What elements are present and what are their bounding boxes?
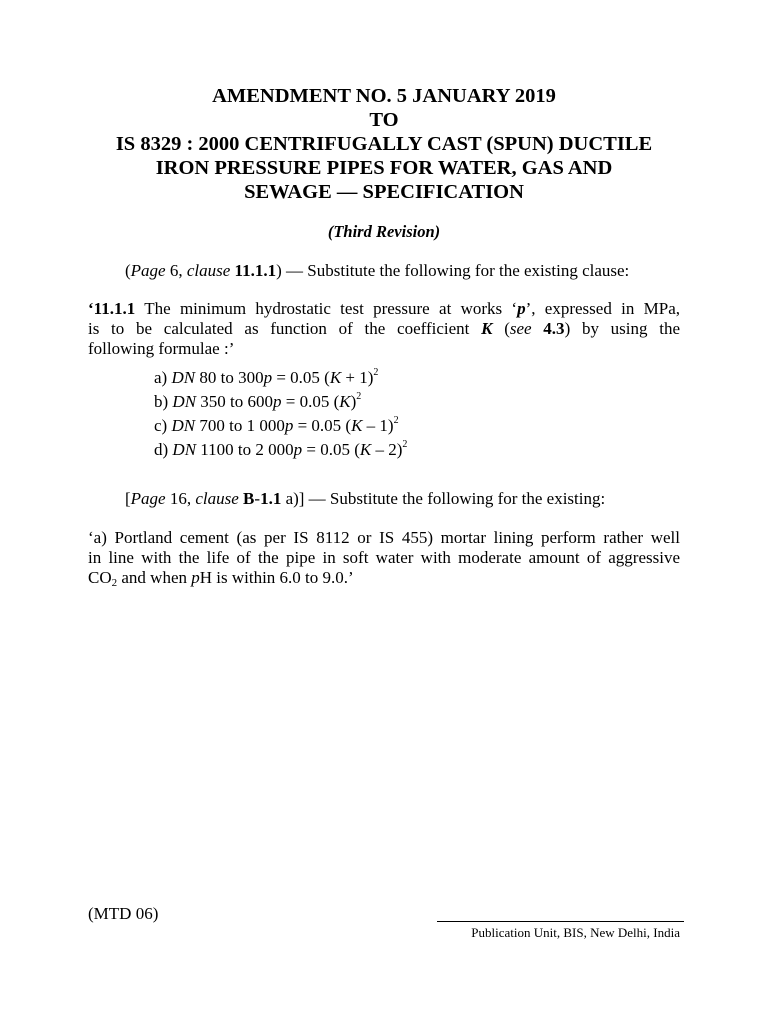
para-a-line-3: $CO_2$ and when pH is within 6.0 to 9.0.’ xyxy=(88,568,354,589)
formula-b: b) DN 350 to 600p = 0.05 $(K)^2$ xyxy=(154,391,362,411)
formula-list xyxy=(154,366,407,462)
publisher-footer: Publication Unit, BIS, New Delhi, India xyxy=(471,925,680,940)
footer-divider xyxy=(437,921,684,922)
title-line-2: TO xyxy=(369,109,399,131)
para-a-line-2: in line with the life of the pipe in soft water with moderate amount of aggressive xyxy=(88,548,680,567)
formula-a: a) DN 80 to 300p = 0.05 $(K + 1)^2$ xyxy=(154,367,379,387)
title-line-5: SEWAGE — SPECIFICATION xyxy=(244,181,524,203)
revision-subtitle: (Third Revision) xyxy=(327,222,441,241)
committee-code: (MTD 06) xyxy=(88,904,159,923)
clause-line-1: ‘11.1.1 The minimum hydrostatic test pressure at works ‘p’, expressed in MPa, xyxy=(88,299,681,318)
title-line-1: AMENDMENT NO. 5 JANUARY 2019 xyxy=(212,85,556,107)
para-a-line-1: ‘a) Portland cement (as per IS 8112 or IS 455) mortar lining perform rather well xyxy=(88,528,680,547)
clause-line-2: is to be calculated as function of the coefficient K (see 4.3) by using the xyxy=(88,319,680,338)
amendment-title xyxy=(60,84,708,204)
title-line-3: IS 8329 : 2000 CENTRIFUGALLY CAST (SPUN) DUCTILE xyxy=(115,133,653,155)
substitute-paragraph-a xyxy=(88,528,680,588)
formula-d: d) DN 1100 to 2 000p = 0.05 (K – 2)$^2$ xyxy=(154,439,408,459)
instruction-clause-b: [Page 16, clause B-1.1 a)] — Substitute the following for the existing: xyxy=(125,489,606,508)
title-line-4: IRON PRESSURE PIPES FOR WATER, GAS AND xyxy=(155,157,613,179)
formula-c: c) DN 700 to 1 000p = 0.05 (K – 1)$^2$ xyxy=(154,415,399,435)
instruction-clause-11: (Page 6, clause 11.1.1) — Substitute the following for the existing clause: xyxy=(125,261,630,280)
clause-11-1-1-text xyxy=(88,299,680,359)
clause-line-3: following formulae :’ xyxy=(88,339,235,358)
